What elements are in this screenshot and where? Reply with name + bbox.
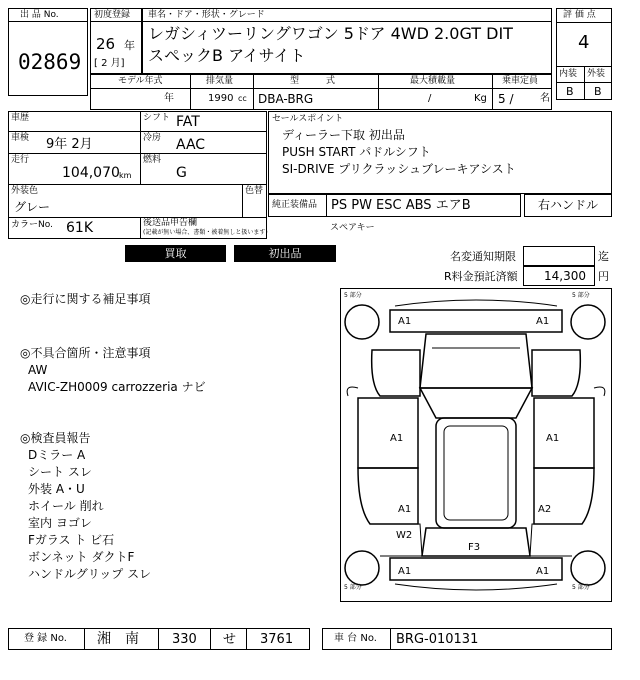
wheel-front-left: [345, 305, 379, 339]
driving-notes-title: ◎走行に関する補足事項: [20, 292, 151, 306]
windshield: [420, 388, 532, 418]
fuel-label: 燃料: [143, 155, 162, 165]
model-year-unit: 年: [164, 93, 174, 104]
hood: [420, 334, 532, 388]
shift: FAT: [176, 114, 200, 130]
equipment-value: PS PW ESC ABS エアB: [331, 198, 471, 213]
mark-left-rear-wheel: W2: [396, 530, 413, 541]
inspection: 9年 2月: [46, 137, 93, 152]
capacity-label: 乗車定員: [502, 76, 539, 86]
steering: 右ハンドル: [538, 198, 599, 212]
mark-right-rear: A2: [538, 504, 552, 515]
capacity-unit: 名: [540, 93, 550, 104]
mileage-label: 走行: [11, 155, 30, 165]
first-registration-label: 初度登録: [94, 10, 131, 20]
fuel: G: [176, 165, 187, 181]
inspection-label: 車検: [11, 133, 30, 143]
left-fender: [372, 350, 420, 396]
first-listing-tag: 初出品: [234, 245, 336, 262]
model-code-label: 型 式: [290, 76, 336, 86]
ac: AAC: [176, 137, 206, 153]
tire-label-tl: 5 部分: [344, 292, 362, 299]
car-damage-diagram: [340, 288, 612, 602]
left-front-door: [358, 398, 418, 468]
lot-number: 02869: [18, 50, 82, 74]
lot-number-label: 出 品 No.: [20, 10, 59, 20]
exterior-label: 外装: [587, 69, 606, 79]
inspector-note-5: 室内 ヨゴレ: [28, 516, 92, 530]
displacement: 1990: [208, 93, 234, 104]
post-report-note: (記載が無い場合、書類・被着無しと扱います): [143, 229, 268, 236]
chassis-number: BRG-010131: [396, 632, 479, 647]
inspector-note-7: ボンネット ダクトF: [28, 550, 135, 564]
shift-label: シフト: [143, 113, 171, 123]
exterior-color: グレー: [14, 200, 51, 214]
exterior-color-label: 外装色: [11, 186, 39, 196]
evaluation-label: 評 価 点: [563, 10, 596, 20]
name-change-value: [523, 246, 595, 266]
mark-rear-right: A1: [536, 566, 550, 577]
recycle-label: R料金預託済額: [444, 270, 518, 283]
registration-number: 3761: [260, 632, 294, 647]
inspector-note-6: Fガラス ト ビ石: [28, 533, 115, 547]
inspector-note-2: シート スレ: [28, 465, 92, 479]
inspector-note-3: 外装 A・U: [28, 482, 85, 496]
post-report-label: 後送品申告欄: [143, 218, 198, 228]
displacement-unit: cc: [238, 94, 247, 103]
max-load-slash: /: [428, 93, 432, 104]
sales-point-2: PUSH START パドルシフト: [282, 145, 431, 159]
purchase-tag: 買取: [125, 245, 226, 262]
right-fender: [532, 350, 580, 396]
right-front-door: [534, 398, 594, 468]
ac-label: 冷房: [143, 133, 162, 143]
left-rear-door: [358, 468, 418, 524]
recycle-unit: 円: [598, 270, 609, 283]
sales-point-1: ディーラー下取 初出品: [282, 128, 405, 142]
wheel-front-right: [571, 305, 605, 339]
tire-label-br: 5 部分: [572, 584, 590, 591]
registration-class: 330: [172, 632, 197, 647]
defect-1: AW: [28, 363, 48, 377]
car-name-label: 車名・ドア・形状・グレード: [148, 10, 265, 20]
mileage-unit: km: [119, 171, 132, 180]
exterior-grade: B: [594, 85, 602, 98]
mark-rear-left: A1: [398, 566, 412, 577]
car-name-line2: スペックB アイサイト: [148, 46, 306, 65]
mark-front-left: A1: [398, 316, 412, 327]
history-label: 車歴: [11, 113, 30, 123]
right-rear-door: [534, 468, 594, 524]
registration-year-unit: 年: [124, 39, 135, 52]
displacement-label: 排気量: [206, 76, 234, 86]
sales-point-3: SI-DRIVE プリクラッシュブレーキアシスト: [282, 162, 516, 176]
recycle-value: 14,300: [544, 269, 586, 283]
color-change-label: 色替: [245, 186, 264, 196]
interior-grade: B: [566, 85, 574, 98]
capacity: 5 /: [498, 92, 514, 106]
evaluation-score: 4: [578, 32, 590, 53]
color-number-label: カラーNo.: [11, 220, 53, 230]
spare-key: スペアキー: [330, 223, 375, 233]
registration-month: [ 2 月]: [94, 58, 125, 69]
mark-tailgate: F3: [468, 542, 481, 553]
registration-kana: せ: [223, 632, 237, 647]
color-number: 61K: [66, 220, 93, 236]
name-change-label: 名変通知期限: [450, 250, 516, 263]
wheel-rear-left: [345, 551, 379, 585]
roof: [436, 418, 516, 528]
model-year-label: モデル年式: [118, 76, 163, 86]
mark-left-rear: A1: [398, 504, 412, 515]
interior-label: 内装: [559, 69, 578, 79]
wheel-rear-right: [571, 551, 605, 585]
tire-label-tr: 5 部分: [572, 292, 590, 299]
max-load-unit: Kg: [474, 93, 487, 104]
chassis-number-label: 車 台 No.: [334, 633, 377, 644]
max-load-label: 最大積載量: [410, 76, 456, 86]
model-code: DBA-BRG: [258, 92, 314, 106]
registration-number-label: 登 録 No.: [24, 633, 67, 644]
name-change-unit: 迄: [598, 250, 609, 263]
car-name-line1: レガシィツーリングワゴン 5ドア 4WD 2.0GT DIT: [148, 24, 513, 43]
registration-year: 26: [96, 35, 116, 53]
sales-points-label: セールスポイント: [272, 114, 344, 124]
inspector-note-8: ハンドルグリップ スレ: [28, 567, 152, 581]
mark-right-front-door: A1: [546, 433, 560, 444]
equipment-label: 純正装備品: [272, 200, 318, 210]
mark-left-front-door: A1: [390, 433, 404, 444]
inspector-title: ◎検査員報告: [20, 431, 91, 445]
registration-region: 湘 南: [97, 631, 139, 647]
defects-title: ◎不具合箇所・注意事項: [20, 346, 151, 360]
mark-front-right: A1: [536, 316, 550, 327]
defect-2: AVIC-ZH0009 carrozzeria ナビ: [28, 380, 206, 394]
tire-label-bl: 5 部分: [344, 584, 362, 591]
mileage: 104,070: [62, 165, 120, 181]
inspector-note-1: Dミラー A: [28, 448, 86, 462]
inspector-note-4: ホイール 削れ: [28, 499, 104, 513]
